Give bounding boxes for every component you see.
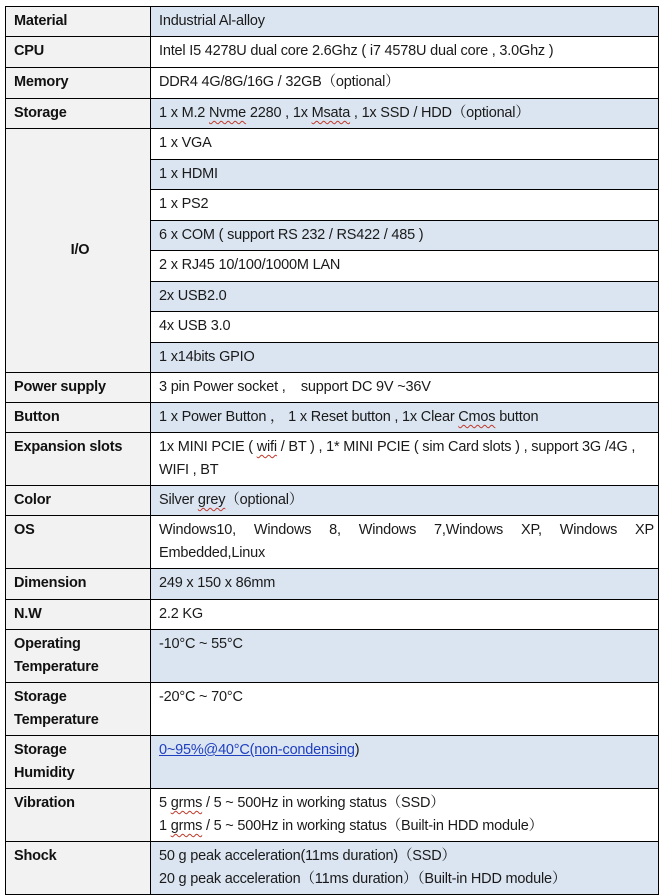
io-item: 1 x VGA	[151, 129, 659, 160]
text: （optional）	[225, 492, 304, 508]
label-button: Button	[6, 403, 151, 433]
io-item: 2 x RJ45 10/100/1000M LAN	[151, 251, 659, 282]
label-os: OS	[6, 516, 151, 569]
text: 2280 , 1x	[246, 105, 312, 121]
label-line: Humidity	[14, 765, 75, 781]
text: Silver	[159, 492, 198, 508]
row-humidity	[6, 736, 659, 789]
row-color	[6, 486, 659, 516]
value-nw: 2.2 KG	[151, 600, 659, 630]
row-nw	[6, 600, 659, 630]
text: / 5 ~ 500Hz in working status（SSD）	[202, 795, 445, 811]
label-nw: N.W	[6, 600, 151, 630]
label-line: Temperature	[14, 712, 99, 728]
io-item: 1 x PS2	[151, 190, 659, 221]
spellcheck-word: grms	[170, 795, 203, 811]
row-os	[6, 516, 659, 569]
text: 1 x Power Button ， 1 x Reset button , 1x Clear	[159, 409, 459, 425]
value-dimension: 249 x 150 x 86mm	[151, 569, 659, 600]
value-cpu: Intel I5 4278U dual core 2.6Ghz ( i7 4578U dual core , 3.0Ghz )	[151, 37, 659, 68]
label-line: Storage	[14, 742, 67, 758]
row-op-temp	[6, 630, 659, 683]
label-color: Color	[6, 486, 151, 516]
value-memory: DDR4 4G/8G/16G / 32GB（optional）	[151, 68, 659, 99]
value-op-temp: -10°C ~ 55°C	[151, 630, 659, 683]
value-material: Industrial Al-alloy	[151, 7, 659, 37]
row-memory	[6, 68, 659, 99]
value-os: Windows10, Windows 8, Windows 7,Windows XP, Windows XP Embedded,Linux	[151, 516, 659, 569]
text: 5	[159, 795, 171, 811]
io-item: 2x USB2.0	[151, 282, 659, 312]
row-material	[6, 7, 659, 37]
row-power	[6, 373, 659, 403]
text: , 1x SSD / HDD（optional）	[350, 105, 530, 121]
text: 1	[159, 818, 171, 834]
value-shock	[151, 842, 659, 895]
label-material: Material	[6, 7, 151, 37]
row-button	[6, 403, 659, 433]
label-memory: Memory	[6, 68, 151, 99]
value-humidity	[151, 736, 659, 789]
value-storage	[151, 99, 659, 129]
row-storage	[6, 99, 659, 129]
label-expansion: Expansion slots	[6, 433, 151, 486]
value-expansion	[151, 433, 659, 486]
text: 20 g peak acceleration（11ms duration）（Built-in HDD module）	[159, 871, 567, 887]
row-expansion	[6, 433, 659, 486]
spec-table	[5, 6, 659, 895]
io-item: 4x USB 3.0	[151, 312, 659, 343]
value-button	[151, 403, 659, 433]
label-io: I/O	[6, 129, 151, 373]
row-shock	[6, 842, 659, 895]
text: 50 g peak acceleration(11ms duration)（SSD）	[159, 848, 456, 864]
spellcheck-word: grms	[170, 818, 203, 834]
text: 1 x M.2	[159, 105, 209, 121]
row-vibration	[6, 789, 659, 842]
label-storage: Storage	[6, 99, 151, 129]
label-dimension: Dimension	[6, 569, 151, 600]
io-item: 1 x HDMI	[151, 160, 659, 190]
io-item: 1 x14bits GPIO	[151, 343, 659, 373]
row-stor-temp	[6, 683, 659, 736]
row-io-1	[6, 129, 659, 160]
label-cpu: CPU	[6, 37, 151, 68]
value-color	[151, 486, 659, 516]
value-power: 3 pin Power socket , support DC 9V ~36V	[151, 373, 659, 403]
spellcheck-word: wifi	[256, 439, 277, 455]
value-stor-temp: -20°C ~ 70°C	[151, 683, 659, 736]
text: )	[354, 742, 360, 758]
spellcheck-word: Msata	[311, 105, 351, 121]
humidity-link[interactable]: 0~95%@40°C(non-condensing	[159, 742, 355, 758]
text: button	[495, 409, 539, 425]
label-power: Power supply	[6, 373, 151, 403]
text: 1x MINI PCIE (	[159, 439, 257, 455]
label-stor-temp	[6, 683, 151, 736]
value-vibration	[151, 789, 659, 842]
spellcheck-word: grey	[197, 492, 226, 508]
spellcheck-word: Nvme	[208, 105, 247, 121]
label-humidity	[6, 736, 151, 789]
label-line: Operating	[14, 636, 81, 652]
label-line: Temperature	[14, 659, 99, 675]
label-line: Storage	[14, 689, 67, 705]
label-op-temp	[6, 630, 151, 683]
text: / BT ) , 1* MINI PCIE ( sim Card slots ) , support 3G /4G , WIFI , BT	[159, 439, 636, 478]
io-item: 6 x COM ( support RS 232 / RS422 / 485 )	[151, 221, 659, 251]
text: / 5 ~ 500Hz in working status（Built-in HDD module）	[202, 818, 543, 834]
label-shock: Shock	[6, 842, 151, 895]
row-dimension	[6, 569, 659, 600]
label-vibration: Vibration	[6, 789, 151, 842]
spellcheck-word: Cmos	[458, 409, 496, 425]
row-cpu	[6, 37, 659, 68]
